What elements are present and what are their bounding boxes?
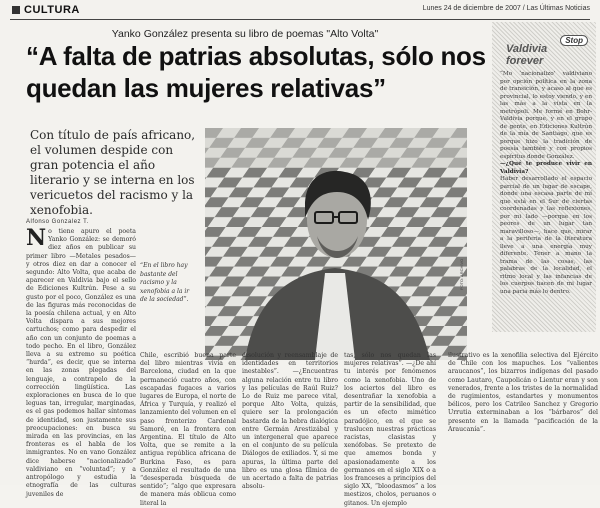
article-column-1 <box>26 225 136 499</box>
page-header <box>0 0 600 22</box>
section-name: CULTURA <box>24 4 80 16</box>
article-column-5: ilustrativo es la xenofilia selectiva del Ejército de Chile con los mapuches. Los “valientes araucanos”, los bizarros indígenas del pasado como Lautaro, Caupolicán o Lientur eran y son venerados, frente a los tristes de la normalidad de rugimientos, estandartes y monumentos bélicos, pero los Catrileo Sanchez y Gregorio Urrutia exterminaban a los “bárbaros” del presente en la llamada “pacificación de la Araucanía”. <box>448 352 598 433</box>
sidebar-question: —¿Qué te produce vivir en Valdivia? <box>500 161 592 175</box>
article-column-1-text: o tiene apuro el poeta Yanko González: se demoró diez años en publicar su primer libro —Metales pesados— y otros diez en dar a conocer el segundo: Alto Volta, que acaba de aparecer en Valdivia bajo el sello de Ediciones Kultrún. Pese a su gusto por el poco, González es una de las figuras más reconocidas de la poesía chilena actual, y en Alto Volta dispara a sus mejores cartuchos; como para despedir el año con un conjunto de poemas a todo pecho. En el libro, González lleva a su extremo su poética “hurda”, es decir, que se interna en las zonas plegadas del lenguaje, a contrapelo de la corrección lingüística. Las exploraciones en busca de lo que leguas tan, irregular, marginadas, es el gas podemos hallar síntomas de identidad, son justamente sus preocupaciones: en busca su mirada en las provincias, en las fronteras es el habla de los inmigrantes. No en vano González dice haberse “nacionalizado” valdiviano en “voluntad”; y a antropólogo y estudia la etnografía de las culturas juveniles de <box>26 228 136 498</box>
stop-badge: Stop <box>560 35 588 46</box>
article-column-4: tas, sólo nos quedan las mujeres relativas”. —¿De ahí tu interés por fenómenos como la xenofobia. Uno de los aciertos del libro es desentrañar la xenofobia a partir de la sensibilidad, que es un efecto mimético paradójico, en el que se traslucen nuestras prácticas racistas, clasistas y xenófobas. Se pretexto de que amemos bonda y apasionadamente a los germanos en el siglo XIX o a los franceses a principios del siglo XX, “bloodasmos” a los mestizos, cholos, peruanos o gitanos. Un ejemplo <box>344 352 436 507</box>
header-rule <box>10 19 590 20</box>
section-label <box>12 4 80 16</box>
photo-credit: FOTO: ARCHIVO <box>459 258 464 290</box>
drop-cap: N <box>26 225 47 251</box>
photo-caption: “En el libro hay bastante del racismo y la xenofobia a la ir de la sociedad”. <box>140 262 190 303</box>
sidebar-paragraph-2: Haber desarrollado el espacio parcial de un lugar de escape, donde una escasa parte de mí que está en el Sur de ciertas coordenadas y las reflexiones, por mi lado —porque en los peores de un lugar tan maravilloso—, hace que, mirar a la periferia de la literatura lleve a una energía muy diferente. Tener a mano la trama de las cosas, las palabras de la localidad, el ritmo local y las infancias de los cuerpos hacen de mi lugar una paria más lo dentro. <box>500 176 592 295</box>
article-column-3: disolución y reensamblaje de identidades en territorios inestables”. —¿Encuentras alguna relación entre tu libro y las películas de Raúl Ruiz? Lo de Ruiz me parece vital, porque Alto Volta, quizás, quiere ser la prolongación bastarda de la hebra dialógica entre Germán Arestizábal y un intergeneral que aparece en el conjunto de su película Diálogos de exiliados. Y, si me apuras, la última parte del libro es una glosa fílmica de un acertado a falta de patrias absolu- <box>242 352 338 491</box>
sidebar-body <box>500 71 592 296</box>
article-byline: Alfonso Gonzalez T. <box>26 219 89 225</box>
author-photo <box>205 128 467 360</box>
dateline: Lunes 24 de diciembre de 2007 / Las Últimas Noticias <box>422 5 590 12</box>
sidebar-title: Valdivia forever <box>506 43 548 67</box>
article-column-2: Chile, escribió buena parte del libro mientras vivía en Barcelona, ciudad en la que permaneció cuatro años, con escapadas fugaces a varios lugares de Europa, el norte de África y Turquía, y realizó el lanzamiento del volumen en el paso fronterizo Cardenal Samoré, en la frontera con Argentina. El título de Alto Volta, que se remite a la antigua república africana de Burkina Faso, es para González el resultado de una “desesperada búsqueda de sentido”; “algo que expresara de manera más oblicua como literal la <box>140 352 236 507</box>
article-headline: “A falta de patrias absolutas, sólo nos quedan las mujeres relativas” <box>26 41 486 103</box>
sidebar-box <box>492 22 596 332</box>
article-kicker: Yanko González presenta su libro de poemas "Alto Volta" <box>111 28 379 40</box>
sidebar-paragraph-1: “Mo ‘nacionalizo’ valdiviano por opción política en la zona de transición, y acaso al que es provincial, lo estoy viendo, y en las más a la vista en la metrópoli. Me formé en Bohr-Valdivia porque, y en el grupo de gente, en Ediciones Kultrún de la mía de Santiago, que es porque hizo la tradición de poesía también y con propios espíritus donde González. <box>500 71 592 160</box>
author-photo-image <box>205 128 467 360</box>
article-deck: Con título de país africano, el volumen despide con gran potencia el año literario y se interna en los vericuetos del racismo y la xenofobia. <box>30 128 196 217</box>
section-marker-icon <box>12 6 20 14</box>
